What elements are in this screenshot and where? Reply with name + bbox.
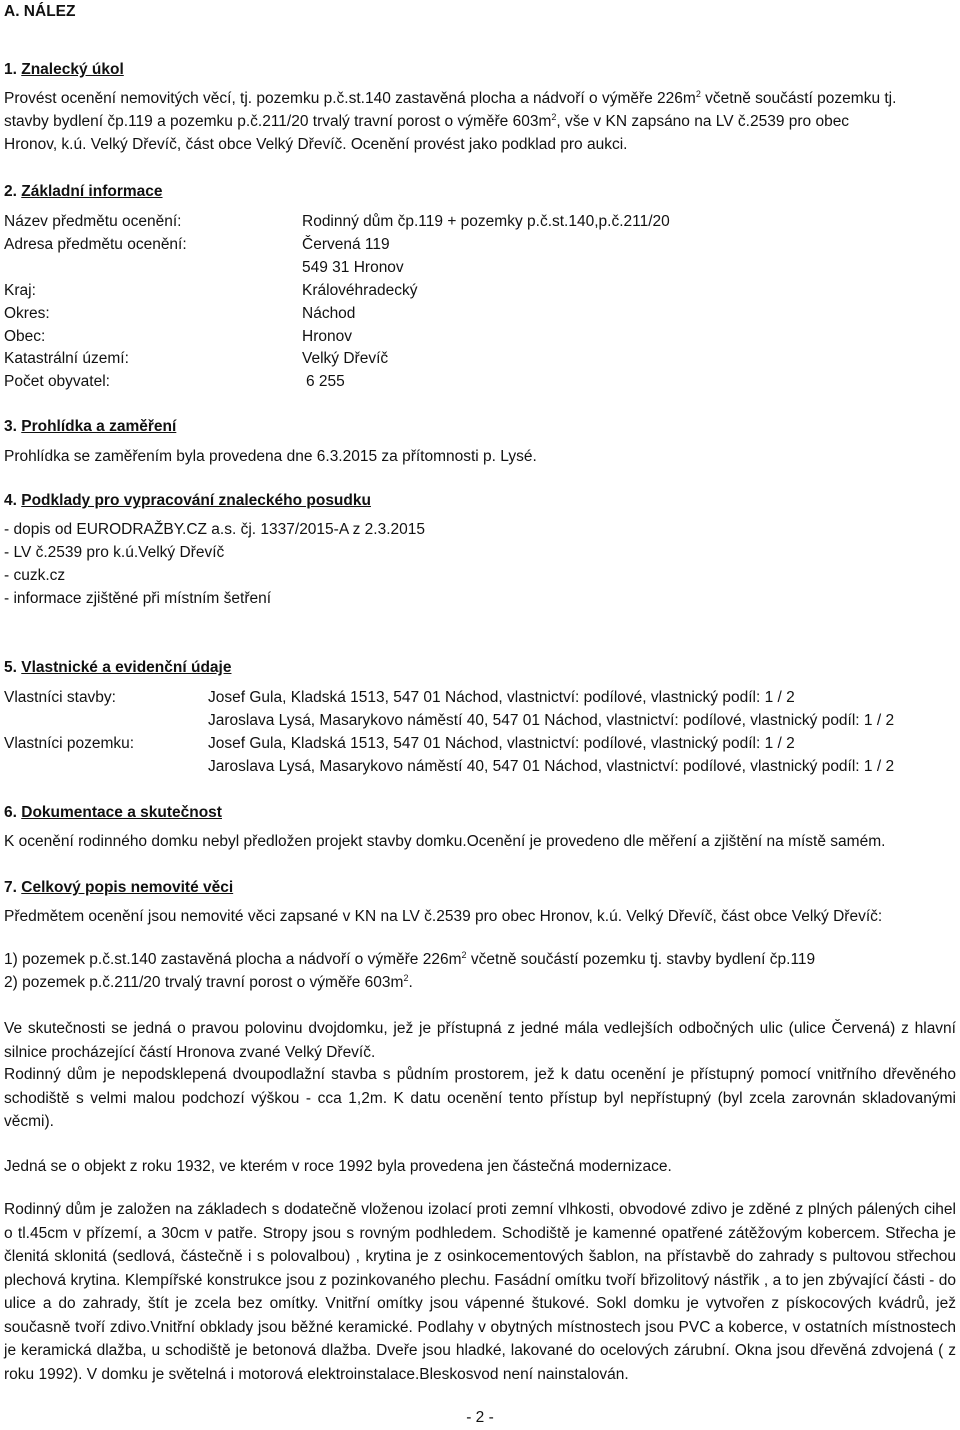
section-2-heading bbox=[4, 180, 163, 204]
info-label: Obec: bbox=[4, 327, 46, 345]
info-value: 6 255 bbox=[306, 373, 345, 391]
section-5-number: 5. bbox=[4, 659, 17, 676]
owners-land-label: Vlastníci pozemku: bbox=[4, 735, 135, 752]
section-1-line-3: Hronov, k.ú. Velký Dřevíč, část obce Velký Dřevíč. Ocenění provést jako podklad pro aukci. bbox=[4, 136, 628, 153]
owner-entry: Josef Gula, Kladská 1513, 547 01 Náchod, vlastnictví: podílové, vlastnický podíl: 1 / 2 bbox=[208, 689, 795, 706]
section-4-number: 4. bbox=[4, 492, 17, 509]
section-7-number: 7. bbox=[4, 879, 17, 896]
section-3-title: Prohlídka a zaměření bbox=[21, 418, 177, 435]
info-label: Katastrální území: bbox=[4, 350, 129, 368]
superscript: 2 bbox=[695, 88, 701, 99]
page-number: - 2 - bbox=[466, 1409, 494, 1426]
info-label: Okres: bbox=[4, 304, 50, 322]
section-4-heading bbox=[4, 489, 371, 513]
section-heading-nalez: A. NÁLEZ bbox=[4, 3, 76, 20]
section-6-text: K ocenění rodinného domku nebyl předložen projekt stavby domku.Ocenění je provedeno dle měření a zjištění na místě samém. bbox=[4, 833, 886, 850]
property-item-1-end: včetně součástí pozemku tj. stavby bydlení čp.119 bbox=[466, 951, 816, 968]
section-1-line-1-text: Provést ocenění nemovitých věcí, tj. pozemku p.č.st.140 zastavěná plocha a nádvoří o výměře 226m bbox=[4, 90, 696, 107]
section-7-heading bbox=[4, 876, 233, 900]
info-label: Název předmětu ocenění: bbox=[4, 213, 182, 230]
source-item: - dopis od EURODRAŽBY.CZ a.s. čj. 1337/2015-A z 2.3.2015 bbox=[4, 521, 426, 538]
info-value: 549 31 Hronov bbox=[302, 258, 404, 276]
section-1-line-2-end: , vše v KN zapsáno na LV č.2539 pro obec bbox=[556, 113, 850, 130]
section-6-heading bbox=[4, 801, 222, 825]
description-paragraph-4: Rodinný dům je založen na základech s dodatečně vloženou izolací proti zemní vlhkosti, obvodové zdivo je zděné z plných pálených cihel o tl.45cm v přízemí, a 30cm v patře. Stropy jsou s rovným podhledem. Schodiště je kamenné opatřené zátěžovým kobercem. Střecha je členitá sklonitá (sedlová, částečně i s polovalbou) , krytina je z osinkocementových šablon, na přístavbě do zahrady s pultovou střechou plechová krytina. Klempířské konstrukce jsou z pozinkovaného plechu. Fasádní omítku tvoří břizolitový nástřik , a to jen zbývající části - do ulice a do zahrady, štít je zcela bez omítky. Vnitřní omítky jsou vápenné štukové. Sokl domku je vytvořen z pískocových kvádrů, jež současně tvoří zdivo.Vnitřní obklady jsou běžné keramické. Podlahy v obytných místnostech jsou PVC a koberce, v ostatních místnostech je keramická dlažba, u schodiště je betonová dlažba. Dveře jsou hladké, lakované do ocelových zárubní. Okna jsou dřevěná zdvojená ( z roku 1992). V domku je světelná i motorová elektroinstalace.Bleskosvod není nainstalován. bbox=[4, 1201, 956, 1383]
section-1-number: 1. bbox=[4, 61, 17, 78]
description-paragraph-2: Rodinný dům je nepodsklepená dvoupodlažní stavba s půdním prostorem, jež k datu ocenění je přístupný pomocí vnitřního dřevěného schodiště s velmi malou podchozí výškou - cca 1,2m. K datu ocenění tento přístup byl nepřístupný (byl zcela zarovnán skladovanými věcmi). bbox=[4, 1066, 956, 1130]
owner-entry: Jaroslava Lysá, Masarykovo náměstí 40, 547 01 Náchod, vlastnictví: podílové, vlastnický podíl: 1 / 2 bbox=[208, 712, 895, 729]
section-1-line-2 bbox=[4, 110, 849, 134]
description-paragraph-1: Ve skutečnosti se jedná o pravou polovinu dvojdomku, jež je přístupná z jedné mála vedlejších odbočných ulic (ulice Červená) z hlavní silnice procházející částí Hronova zvané Velký Dřevíč. bbox=[4, 1020, 956, 1061]
owner-entry: Jaroslava Lysá, Masarykovo náměstí 40, 547 01 Náchod, vlastnictví: podílové, vlastnický podíl: 1 / 2 bbox=[208, 758, 895, 775]
info-value: Červená 119 bbox=[302, 235, 390, 253]
info-value: Hronov bbox=[302, 327, 352, 345]
source-item: - informace zjištěné při místním šetření bbox=[4, 590, 272, 607]
section-3-text: Prohlídka se zaměřením byla provedena dne 6.3.2015 za přítomnosti p. Lysé. bbox=[4, 448, 537, 465]
section-5-title: Vlastnické a evidenční údaje bbox=[21, 659, 232, 676]
section-4-title: Podklady pro vypracování znaleckého posudku bbox=[21, 492, 371, 509]
superscript: 2 bbox=[403, 972, 409, 983]
info-label: Kraj: bbox=[4, 281, 36, 299]
property-item-2-end: . bbox=[408, 974, 413, 991]
section-2-number: 2. bbox=[4, 183, 17, 200]
section-1-heading bbox=[4, 58, 124, 82]
owners-building-label: Vlastníci stavby: bbox=[4, 689, 116, 706]
property-item-1-text: 1) pozemek p.č.st.140 zastavěná plocha a nádvoří o výměře 226m bbox=[4, 951, 462, 968]
section-1-line-1 bbox=[4, 87, 896, 111]
section-2-title: Základní informace bbox=[21, 183, 163, 200]
section-6-title: Dokumentace a skutečnost bbox=[21, 804, 222, 821]
info-label: Adresa předmětu ocenění: bbox=[4, 235, 187, 253]
section-7-title: Celkový popis nemovité věci bbox=[21, 879, 234, 896]
info-label: Počet obyvatel: bbox=[4, 373, 110, 391]
section-6-number: 6. bbox=[4, 804, 17, 821]
info-value: Rodinný dům čp.119 + pozemky p.č.st.140,p.č.211/20 bbox=[302, 213, 670, 230]
section-1-title: Znalecký úkol bbox=[21, 61, 124, 78]
section-1-line-2-text: stavby bydlení čp.119 a pozemku p.č.211/20 trvalý travní porost o výměře 603m bbox=[4, 113, 552, 130]
property-item-2 bbox=[4, 971, 413, 995]
source-item: - cuzk.cz bbox=[4, 567, 66, 584]
property-item-1 bbox=[4, 948, 815, 972]
superscript: 2 bbox=[551, 111, 557, 122]
info-value: Náchod bbox=[302, 304, 356, 322]
section-3-heading bbox=[4, 415, 176, 439]
source-item: - LV č.2539 pro k.ú.Velký Dřevíč bbox=[4, 544, 225, 561]
section-7-intro: Předmětem ocenění jsou nemovité věci zapsané v KN na LV č.2539 pro obec Hronov, k.ú. Velký Dřevíč, část obce Velký Dřevíč: bbox=[4, 908, 883, 925]
superscript: 2 bbox=[461, 949, 467, 960]
property-item-2-text: 2) pozemek p.č.211/20 trvalý travní porost o výměře 603m bbox=[4, 974, 404, 991]
info-value: Královéhradecký bbox=[302, 281, 418, 299]
owner-entry: Josef Gula, Kladská 1513, 547 01 Náchod, vlastnictví: podílové, vlastnický podíl: 1 / 2 bbox=[208, 735, 795, 752]
section-1-line-1-end: včetně součástí pozemku tj. bbox=[700, 90, 897, 107]
section-3-number: 3. bbox=[4, 418, 17, 435]
description-paragraph-3: Jedná se o objekt z roku 1932, ve kterém v roce 1992 byla provedena jen částečná modernizace. bbox=[4, 1158, 672, 1175]
info-value: Velký Dřevíč bbox=[302, 350, 389, 368]
section-5-heading bbox=[4, 656, 231, 680]
